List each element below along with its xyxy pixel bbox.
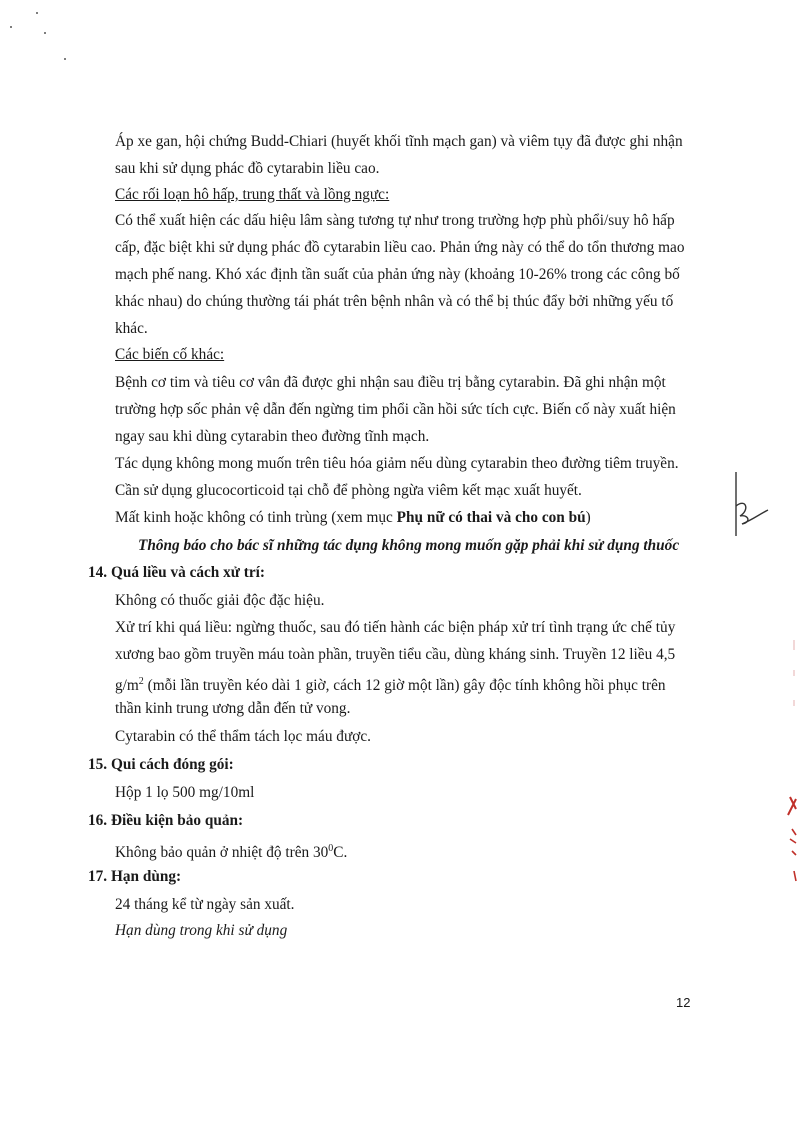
section-16-title: 16. Điều kiện bảo quản:: [88, 812, 244, 829]
text-line: Hộp 1 lọ 500 mg/10ml: [115, 784, 255, 801]
scan-speck: [36, 12, 38, 14]
text-line: Cần sử dụng glucocorticoid tại chỗ để phòng ngừa viêm kết mạc xuất huyết.: [115, 482, 582, 499]
scan-speck: [10, 26, 12, 28]
text-line: Áp xe gan, hội chứng Budd-Chiari (huyết khối tĩnh mạch gan) và viêm tụy đã được ghi nhận: [115, 133, 683, 150]
text-run: ): [585, 509, 591, 526]
text-line: khác.: [115, 320, 148, 337]
text-line: xương bao gồm truyền máu toàn phần, truyền tiểu cầu, dùng kháng sinh. Truyền 12 liều 4,5: [115, 646, 676, 663]
superscript: 0: [328, 843, 334, 854]
text-run: Mất kinh hoặc không có tinh trùng (xem mục: [115, 509, 397, 526]
text-line: Tác dụng không mong muốn trên tiêu hóa giảm nếu dùng cytarabin theo đường tiêm truyền.: [115, 455, 679, 472]
text-run: Không bảo quản ở nhiệt độ trên 30: [115, 844, 329, 862]
subheading-respiratory: Các rối loạn hô hấp, trung thất và lồng ngực:: [115, 186, 390, 203]
text-line: Hạn dùng trong khi sử dụng: [115, 922, 288, 939]
text-line: Không có thuốc giải độc đặc hiệu.: [115, 592, 325, 609]
text-line: mạch phế nang. Khó xác định tần suất của phản ứng này (khoảng 10-26% trong các công bố: [115, 266, 680, 283]
text-line: ngay sau khi dùng cytarabin theo đường tĩnh mạch.: [115, 428, 430, 445]
page-number: 12: [676, 995, 691, 1010]
subheading-other-events: Các biến cố khác:: [115, 346, 225, 363]
section-reference: Phụ nữ có thai và cho con bú: [396, 509, 586, 526]
adverse-effect-notice: Thông báo cho bác sĩ những tác dụng không mong muốn gặp phải khi sử dụng thuốc: [138, 537, 680, 554]
superscript: 2: [138, 676, 144, 687]
text-line: trường hợp sốc phản vệ dẫn đến ngừng tim phổi cần hồi sức tích cực. Biến cố này xuất hiện: [115, 401, 676, 418]
text-line: Có thể xuất hiện các dấu hiệu lâm sàng tương tự như trong trường hợp phù phổi/suy hô hấp: [115, 212, 675, 229]
text-line: Xử trí khi quá liều: ngừng thuốc, sau đó tiến hành các biện pháp xử trí tình trạng ức chế tủy: [115, 619, 676, 636]
scan-edge-mark: [790, 640, 798, 720]
text-line: sau khi sử dụng phác đồ cytarabin liều cao.: [115, 160, 380, 177]
text-line: cấp, đặc biệt khi sử dụng phác đồ cytarabin liều cao. Phản ứng này có thể do tổn thương mao: [115, 239, 685, 256]
text-line-with-reference: [115, 508, 591, 528]
text-line: Cytarabin có thể thẩm tách lọc máu được.: [115, 728, 371, 745]
section-17-title: 17. Hạn dùng:: [88, 868, 182, 885]
text-line-with-superscript: [115, 839, 347, 863]
red-stamp-fragment-icon: [784, 795, 799, 885]
section-14-title: 14. Quá liều và cách xử trí:: [88, 564, 266, 581]
scan-speck: [44, 32, 46, 34]
text-run: g/m: [115, 677, 139, 695]
text-line: thần kinh trung ương dẫn đến tử vong.: [115, 700, 351, 717]
text-run: (mỗi lần truyền kéo dài 1 giờ, cách 12 giờ một lần) gây độc tính không hồi phục trên: [143, 677, 666, 695]
handwritten-initials-icon: [728, 470, 770, 540]
text-line-with-superscript: [115, 672, 666, 696]
text-line: khác nhau) do chúng thường tái phát trên bệnh nhân và có thể bị thúc đẩy bởi những yếu tố: [115, 293, 674, 310]
text-line: Bệnh cơ tim và tiêu cơ vân đã được ghi nhận sau điều trị bằng cytarabin. Đã ghi nhận một: [115, 374, 666, 391]
text-run: C.: [333, 844, 348, 862]
section-15-title: 15. Qui cách đóng gói:: [88, 756, 234, 773]
text-line: 24 tháng kể từ ngày sản xuất.: [115, 896, 295, 913]
scan-speck: [64, 58, 66, 60]
